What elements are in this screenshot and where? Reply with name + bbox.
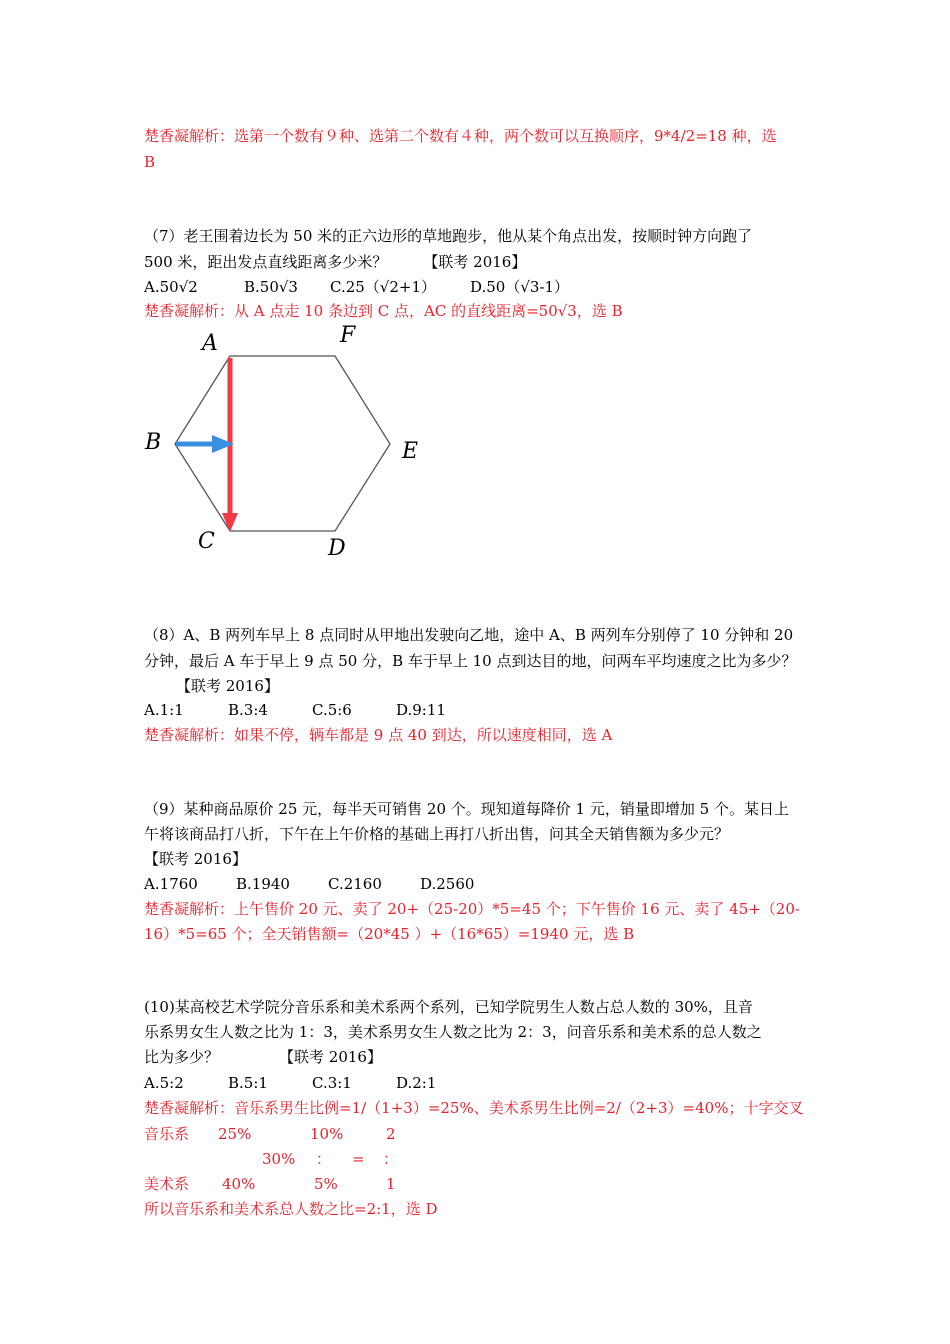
q8-option-d: D.9:11 bbox=[396, 701, 446, 719]
q10-conclusion: 所以音乐系和美术系总人数之比=2:1，选 D bbox=[144, 1200, 438, 1218]
q8-option-a: A.1:1 bbox=[144, 701, 184, 719]
q10-option-a: A.5:2 bbox=[144, 1074, 184, 1092]
q9-analysis-line1: 楚香凝解析：上午售价 20 元、卖了 20+（25-20）*5=45 个；下午售价 16 元、卖了 45+（20- bbox=[144, 900, 800, 918]
q9-question-line1: （9）某种商品原价 25 元，每半天可销售 20 个。现知道每降价 1 元，销量即增加 5 个。某日上 bbox=[144, 800, 789, 818]
cross-colon-left: ： bbox=[316, 1150, 332, 1168]
q9-analysis-line2: 16）*5=65 个；全天销售额=（20*45 ）+（16*65）=1940 元，选 B bbox=[144, 925, 635, 943]
q6-analysis-line2: B bbox=[144, 153, 156, 171]
q8-exam-tag: 【联考 2016】 bbox=[176, 677, 279, 695]
vertex-label-f: F bbox=[340, 323, 356, 348]
q10-options bbox=[144, 1073, 480, 1093]
q9-option-d: D.2560 bbox=[420, 875, 475, 893]
q10-analysis: 楚香凝解析：音乐系男生比例=1/（1+3）=25%、美术系男生比例=2/（2+3）=40%；十字交叉 bbox=[144, 1099, 804, 1117]
q7-option-b: B.50√3 bbox=[244, 278, 298, 296]
q7-options bbox=[144, 277, 570, 297]
q8-question-line2: 分钟，最后 A 车于早上 9 点 50 分，B 车于早上 10 点到达目的地，问两车平均速度之比为多少？ bbox=[144, 652, 797, 670]
q7-question-line2: 500 米，距出发点直线距离多少米？ 【联考 2016】 bbox=[144, 253, 527, 271]
cross-music-ratio: 2 bbox=[386, 1125, 396, 1143]
q8-option-b: B.3:4 bbox=[228, 701, 268, 719]
vertex-label-b: B bbox=[145, 430, 162, 455]
q7-option-a: A.50√2 bbox=[144, 278, 198, 296]
cross-music-label: 音乐系 bbox=[144, 1125, 190, 1143]
q10-option-c: C.3:1 bbox=[312, 1074, 352, 1092]
q9-option-b: B.1940 bbox=[236, 875, 290, 893]
q8-analysis: 楚香凝解析：如果不停，辆车都是 9 点 40 到达，所以速度相同，选 A bbox=[144, 726, 613, 744]
cross-art-pct: 40% bbox=[222, 1175, 256, 1193]
cross-music-pct: 25% bbox=[218, 1125, 252, 1143]
q10-option-d: D.2:1 bbox=[396, 1074, 437, 1092]
q9-options bbox=[144, 874, 504, 894]
cross-colon-right: ： bbox=[383, 1150, 399, 1168]
hexagon-figure bbox=[140, 318, 440, 568]
q10-question-line1: (10)某高校艺术学院分音乐系和美术系两个系列，已知学院男生人数占总人数的 30%，且音 bbox=[144, 998, 753, 1016]
q10-option-b: B.5:1 bbox=[228, 1074, 268, 1092]
q9-option-c: C.2160 bbox=[328, 875, 382, 893]
q9-option-a: A.1760 bbox=[144, 875, 198, 893]
q8-question-line1: （8）A、B 两列车早上 8 点同时从甲地出发驶向乙地，途中 A、B 两列车分别停了 10 分钟和 20 bbox=[144, 626, 794, 644]
q9-question-line2: 午将该商品打八折，下午在上午价格的基础上再打八折出售，问其全天销售额为多少元？ bbox=[144, 825, 730, 843]
cross-art-label: 美术系 bbox=[144, 1175, 190, 1193]
cross-art-diff: 5% bbox=[314, 1175, 338, 1193]
q8-options bbox=[144, 700, 480, 720]
cross-music-diff: 10% bbox=[310, 1125, 344, 1143]
q10-exam-tag: 【联考 2016】 bbox=[279, 1048, 382, 1066]
cross-equals: = bbox=[352, 1150, 365, 1168]
q7-option-d: D.50（√3-1） bbox=[470, 278, 570, 296]
q7-question-line1: （7）老王围着边长为 50 米的正六边形的草地跑步，他从某个角点出发，按顺时钟方向跑了 bbox=[144, 227, 753, 245]
q6-analysis-line1: 楚香凝解析：选第一个数有９种、选第二个数有４种，两个数可以互换顺序，9*4/2=18 种，选 bbox=[144, 127, 777, 145]
vertex-label-c: C bbox=[198, 529, 215, 554]
q10-question-line2: 乐系男女生人数之比为 1：3，美术系男女生人数之比为 2：3，问音乐系和美术系的总人数之 bbox=[144, 1023, 762, 1041]
q10-question-line3: 比为多少？ 【联考 2016】 bbox=[144, 1048, 382, 1066]
q7-exam-tag: 【联考 2016】 bbox=[423, 253, 527, 271]
q7-option-c: C.25（√2+1） bbox=[330, 278, 437, 296]
vertex-label-e: E bbox=[402, 439, 419, 464]
q8-option-c: C.5:6 bbox=[312, 701, 352, 719]
cross-art-ratio: 1 bbox=[386, 1175, 396, 1193]
q7-analysis: 楚香凝解析：从 A 点走 10 条边到 C 点，AC 的直线距离=50√3，选 B bbox=[144, 302, 623, 320]
q9-exam-tag: 【联考 2016】 bbox=[144, 850, 247, 868]
vertex-label-d: D bbox=[328, 536, 346, 561]
vertex-label-a: A bbox=[202, 331, 218, 356]
cross-total-pct: 30% bbox=[262, 1150, 296, 1168]
